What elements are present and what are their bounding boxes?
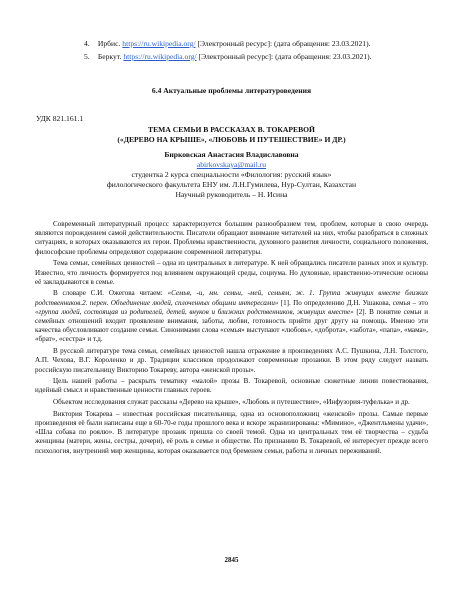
paragraph-5: Цель нашей работы – раскрыть тематику «малой» прозы В. Токаревой, основные сюжетные линии повествования, идейный смысл и нравственные ценности главных героев. xyxy=(35,377,428,395)
author-email[interactable]: abirkovskaya@mail.ru xyxy=(196,160,267,170)
author-email-line xyxy=(0,160,463,170)
affiliation-line-1: студентка 2 курса специальности «Филология: русский язык» xyxy=(131,170,332,180)
reference-item-5 xyxy=(84,51,434,64)
paragraph-7: Виктория Токарева – известная российская писательница, одна из основоположниц «женской» прозы. Самые первые произведения её были написаны еще в 60-70-е годы прошлого века и вскоре экранизированы: «Мимино», «Джентльмены удачи», «Шла собака по роялю». В литературе прозаик пришла со своей темой. Одна из центральных тем её творчества – судьба женщины (матери, жены, сестры, дочери), её роль в семье и обществе. По признанию В. Токаревой, её интересует прежде всего психология, внутренний мир женщины, которая оказывается под бременем семьи, работы и личных переживаний. xyxy=(35,409,428,455)
author-name: Бирковская Анастасия Владиславовна xyxy=(164,150,299,159)
reference-link[interactable]: https://ru.wikipedia.org/ xyxy=(123,51,197,61)
reference-rest: [Электронный ресурс]: (дата обращения: 23.03.2021). xyxy=(198,51,372,61)
reference-list xyxy=(84,38,434,63)
reference-item-4 xyxy=(84,38,434,51)
reference-link[interactable]: https://ru.wikipedia.org/ xyxy=(122,39,196,48)
article-title-line-2: («ДЕРЕВО НА КРЫШЕ», «ЛЮБОВЬ И ПУТЕШЕСТВИЕ» И ДР.) xyxy=(117,135,346,144)
paragraph-2: Тема семьи, семейных ценностей – одна из центральных в литературе. К ней обращались писатели разных эпох и культур. Известно, что личность формируется под влиянием окружающей среды, социума. Но духовные, нравственно-этические основы её закладываются в семье. xyxy=(35,259,428,286)
reference-number: 5. xyxy=(84,51,90,61)
paragraph-3-part-a: В словаре С.И. Ожегова читаем: xyxy=(53,289,168,298)
article-title xyxy=(0,125,463,145)
dictionary-quote-ozhegov: «Семья, -и, мн. семьи, -мей, семьям, ж. 1. Группа живущих вместе близких родственников.2. перен. Объединение людей, сплоченных общими интересами» xyxy=(35,289,428,307)
paragraph-3-part-c: [1]. По определению Д.Н. Ушакова, семья – это xyxy=(278,298,428,307)
reference-name: Ирбис. xyxy=(97,39,121,48)
page-number: 2845 xyxy=(224,556,239,564)
reference-name: Беркут. xyxy=(97,51,122,61)
author-block xyxy=(0,150,463,200)
reference-number: 4. xyxy=(84,39,90,48)
supervisor: Научный руководитель – Н. Исина xyxy=(175,190,288,200)
paragraph-3-part-e: [2]. В понятие семьи и семейных отношений входит проявление внимания, заботы, любви, готовность прийти друг другу на помощь. Именно эти качества обусловливают создание семьи. Синонимами слова «семья» выступают «любовь», «доброта», «забота», «папа», «мама», «брат», «сестра» и т.д. xyxy=(35,307,428,344)
paragraph-1: Современный литературный процесс характеризуется большим разнообразием тем, проблем, которые в свою очередь являются порождением самой действительности. Писатели обращают внимание читателей на них, чтобы разобраться в сложных ситуациях, в которых оказываются их герои. Проблемы нравственности, духовного развития личности, социального положения, философские проблемы определяют содержание современной литературы. xyxy=(35,220,428,256)
article-title-line-1: ТЕМА СЕМЬИ В РАССКАЗАХ В. ТОКАРЕВОЙ xyxy=(148,125,315,134)
dictionary-quote-ushakov: «группа людей, состоящая из родителей, детей, внуков и ближних родственников, живущих вместе» xyxy=(35,307,354,316)
reference-rest: [Электронный ресурс]: (дата обращения: 23.03.2021). xyxy=(197,39,371,48)
paragraph-6: Объектом исследования служат рассказы «Дерево на крыше», «Любовь и путешествие», «Инфузория-туфелька» и др. xyxy=(53,398,410,407)
affiliation-line-2: филологического факультета ЕНУ им. Л.Н.Гумилева, Нур-Султан, Казахстан xyxy=(106,180,357,190)
article-body xyxy=(35,220,428,458)
section-heading: 6.4 Актуальные проблемы литературоведения xyxy=(151,86,312,95)
paragraph-4: В русской литературе тема семьи, семейных ценностей нашла отражение в произведениях А.С. Пушкина, Л.Н. Толстого, А.П. Чехова, В.Г. Короленко и др. Традиции классиков продолжают современные прозаики. В этом ряду следует назвать российскую писательницу Викторию Токареву, автора «женской прозы». xyxy=(35,347,428,374)
udk-code: УДК 821.161.1 xyxy=(36,114,84,123)
paragraph-3 xyxy=(35,289,428,344)
